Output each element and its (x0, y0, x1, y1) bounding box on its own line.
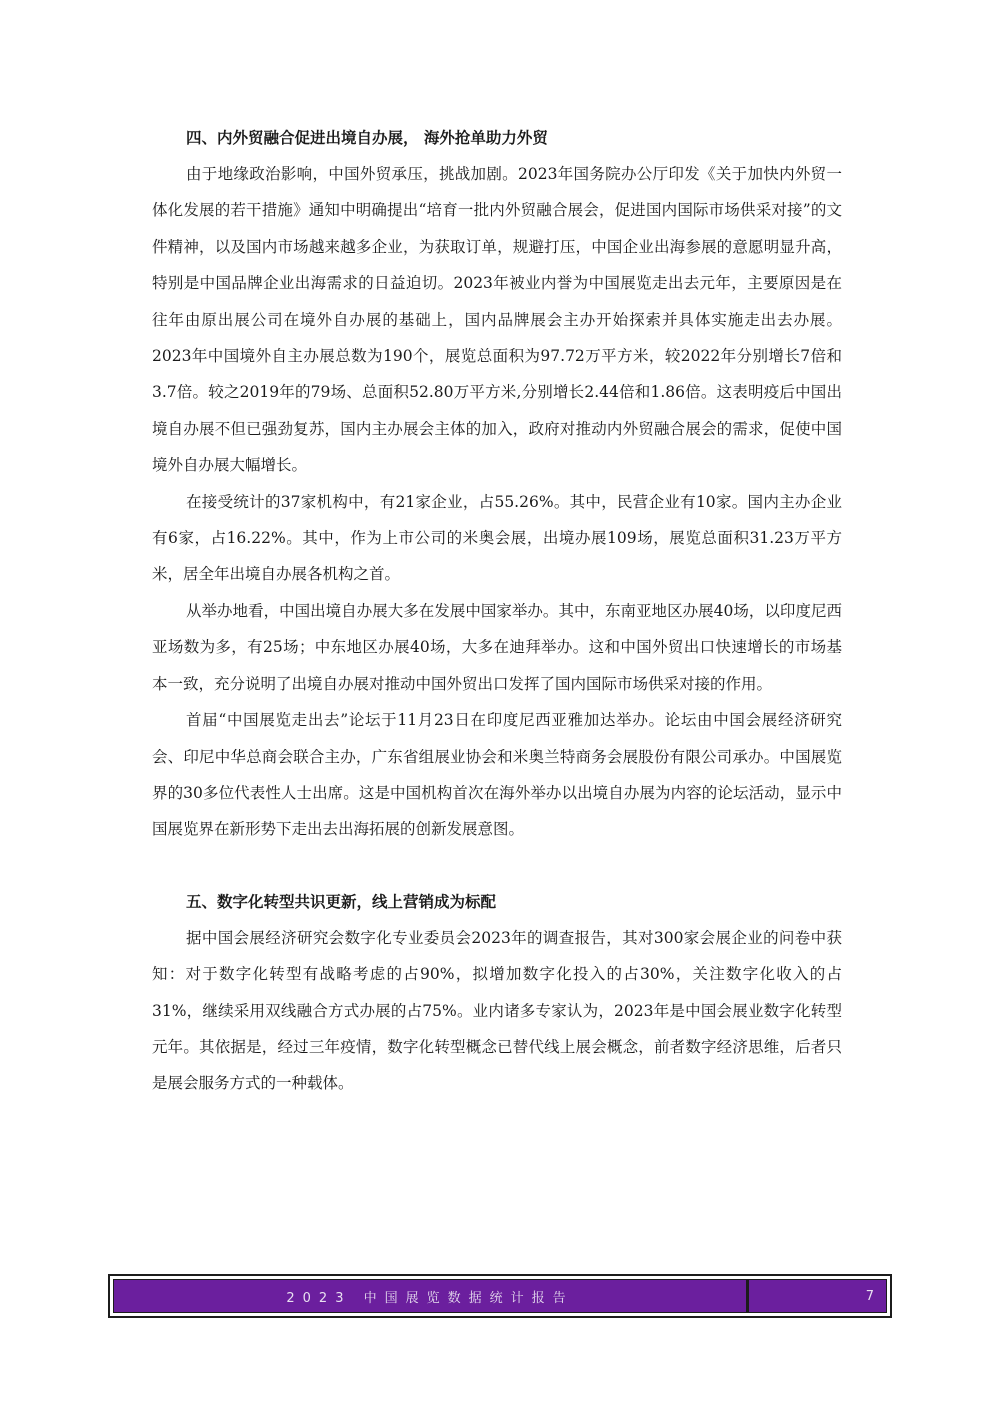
section-4-paragraph-1: 由于地缘政治影响，中国外贸承压，挑战加剧。2023年国务院办公厅印发《关于加快内外贸一体化发展的若干措施》通知中明确提出“培育一批内外贸融合展会，促进国内国际市场供采对接”的文件精神，以及国内市场越来越多企业，为获取订单，规避打压，中国企业出海参展的意愿明显升高，特别是中国品牌企业出海需求的日益迫切。2023年被业内誉为中国展览走出去元年，主要原因是在往年由原出展公司在境外自办展的基础上，国内品牌展会主办开始探索并具体实施走出去办展。2023年中国境外自主办展总数为190个，展览总面积为97.72万平方米，较2022年分别增长7倍和3.7倍。较之2019年的79场、总面积52.80万平方米,分别增长2.44倍和1.86倍。这表明疫后中国出境自办展不但已强劲复苏，国内主办展会主体的加入，政府对推动内外贸融合展会的需求，促使中国境外自办展大幅增长。 (152, 165, 842, 475)
footer-page-number: 7 (865, 1288, 874, 1304)
section-5-paragraph-1: 据中国会展经济研究会数字化专业委员会2023年的调查报告，其对300家会展企业的问卷中获知：对于数字化转型有战略考虑的占90%，拟增加数字化投入的占30%，关注数字化收入的占31%，继续采用双线融合方式办展的占75%。业内诸多专家认为，2023年是中国会展业数字化转型元年。其依据是，经过三年疫情，数字化转型概念已替代线上展会概念，前者数字经济思维，后者只是展会服务方式的一种载体。 (152, 928, 842, 1093)
page-footer (108, 1274, 892, 1318)
footer-bar (113, 1279, 887, 1313)
footer-report-title: 2023 中国展览数据统计报告 (286, 1290, 574, 1306)
section-4-paragraph-3: 从举办地看，中国出境自办展大多在发展中国家举办。其中，东南亚地区办展40场，以印度尼西亚场数为多，有25场；中东地区办展40场，大多在迪拜举办。这和中国外贸出口快速增长的市场基本一致，充分说明了出境自办展对推动中国外贸出口发挥了国内国际市场供采对接的作用。 (152, 601, 842, 693)
section-5-heading: 五、数字化转型共识更新，线上营销成为标配 (186, 892, 497, 911)
section-4-paragraph-2: 在接受统计的37家机构中，有21家企业，占55.26%。其中，民营企业有10家。国内主办企业有6家，占16.22%。其中，作为上市公司的米奥会展，出境办展109场，展览总面积31.23万平方米，居全年出境自办展各机构之首。 (152, 492, 842, 584)
section-4-heading: 四、内外贸融合促进出境自办展， 海外抢单助力外贸 (186, 129, 548, 147)
page-content (152, 120, 842, 1102)
section-spacer (152, 848, 842, 884)
section-4-paragraph-4: 首届“中国展览走出去”论坛于11月23日在印度尼西亚雅加达举办。论坛由中国会展经济研究会、印尼中华总商会联合主办，广东省组展业协会和米奥兰特商务会展股份有限公司承办。中国展览界的30多位代表性人士出席。这是中国机构首次在海外举办以出境自办展为内容的论坛活动，显示中国展览界在新形势下走出去出海拓展的创新发展意图。 (152, 711, 842, 839)
